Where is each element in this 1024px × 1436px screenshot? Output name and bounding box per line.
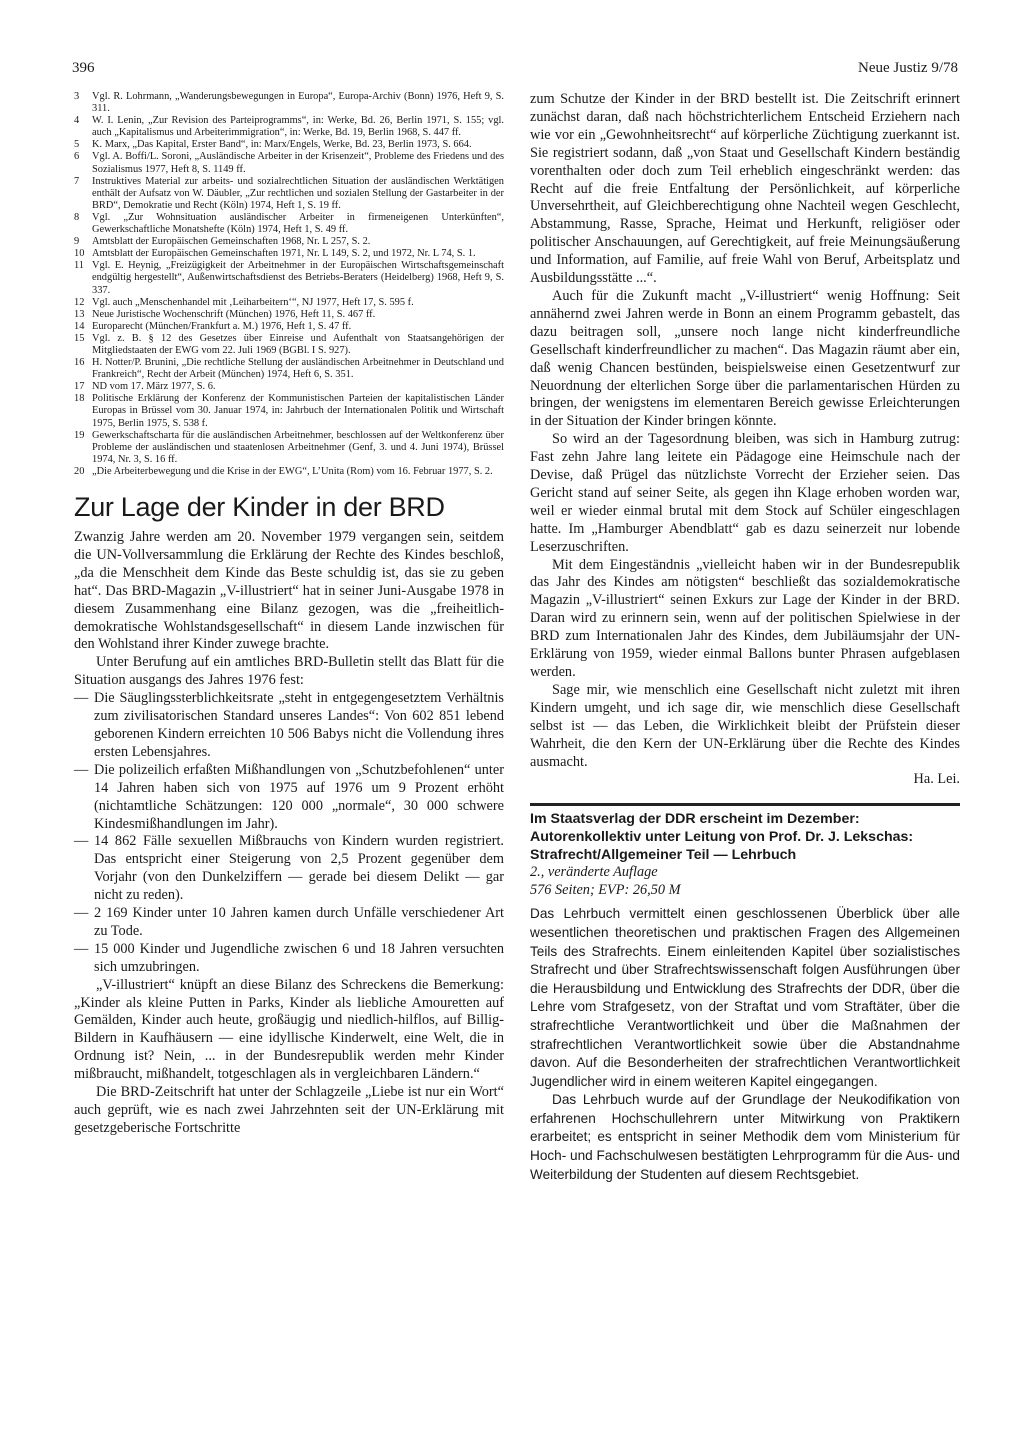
author-signature: Ha. Lei. — [913, 771, 960, 788]
dash-text: 14 862 Fälle sexuellen Mißbrauchs von Kindern wurden registriert. Das entspricht einer Steigerung von 2,5 Prozent gegenüber dem Vorjahr (von den Dunkelziffern — gerade bei diesem Delikt — gar nicht zu reden). — [94, 833, 504, 904]
footnote-number: 15 — [74, 332, 85, 344]
dash-marker: — — [74, 905, 89, 922]
journal-issue: Neue Justiz 9/78 — [858, 60, 958, 76]
paragraph: Die BRD-Zeitschrift hat unter der Schlagzeile „Liebe ist nur ein Wort“ auch geprüft, wie es nach zwei Jahrzehnten seit der UN-Erklärung mit gesetzgeberische Fortschritte — [74, 1084, 504, 1136]
dash-marker: — — [74, 761, 89, 778]
dash-item — [74, 833, 504, 905]
footnote-text: W. I. Lenin, „Zur Revision des Parteiprogramms“, in: Werke, Bd. 26, Berlin 1971, S. 155; vgl. auch „Kapitalismus und Arbeiterimmigration“, in: Werke, Bd. 19, Berlin 1968, S. 447 ff. — [92, 115, 504, 139]
article-body-left — [74, 529, 504, 1138]
footnote-text: Vgl. R. Lohrmann, „Wanderungsbewegungen in Europa“, Europa-Archiv (Bonn) 1976, Heft 9, S. 311. — [92, 91, 504, 115]
article-title: Zur Lage der Kinder in der BRD — [74, 492, 445, 522]
footnote-text: H. Notter/P. Brunini, „Die rechtliche Stellung der ausländischen Arbeitnehmer in Deutschland und Frankreich“, Recht der Arbeit (München) 1974, Heft 6, S. 351. — [92, 357, 504, 381]
footnote-number: 4 — [74, 115, 80, 127]
dash-text: Die polizeilich erfaßten Mißhandlungen von „Schutzbefohlenen“ unter 14 Jahren haben sich von 1975 auf 1976 um 9 Prozent erhöht (nichtamtliche Schätzungen: 120 000 „normale“, 30 000 schwere Kindesmißhandlungen im Jahr). — [94, 761, 504, 832]
footnote-text: Gewerkschaftscharta für die ausländischen Arbeitnehmer, beschlossen auf der Weltkonferenz über Probleme der ausländischen und staatenlosen Arbeitnehmer (Genf, 3. und 4. Juni 1974), Brüssel 1974, Nr. 3, S. 16 ff. — [92, 429, 504, 465]
footnote — [74, 236, 504, 248]
book-announcement — [530, 803, 960, 1184]
footnote — [74, 430, 504, 466]
paragraph: Das Lehrbuch wurde auf der Grundlage der Neukodifikation von erfahrenen Hochschullehrern unter Mitwirkung von Praktikern erarbeitet; es entspricht in seiner Methodik dem vom Ministerium für Hoch- und Fachschulwesen bestätigten Lehrprogramm für die Aus- und Weiterbildung der Studenten auf diesem Rechtsgebiet. — [530, 1092, 960, 1182]
footnote — [74, 248, 504, 260]
footnote — [74, 151, 504, 175]
paragraph: Sage mir, wie menschlich eine Gesellschaft nicht zuletzt mit ihren Kindern umgeht, und ich sage dir, wie menschlich diese Gesellschaft selbst ist — das Leben, die Wirklichkeit bleibt der Prüfstein dieser Wahrheit, die den Kern der UN-Erklärung über die Rechte des Kindes ausmacht. — [530, 681, 960, 770]
paragraph: Das Lehrbuch vermittelt einen geschlossenen Überblick über alle wesentlichen theoretischen und praktischen Fragen des Allgemeinen Teils des Strafrechts. Einem einleitenden Kapitel über sozialistisches Strafrecht und über Strafrechtswissenschaft folgen Ausführungen über die Herausbildung und Entwicklung des Strafrechts der DDR, über die Lehre vom Strafgesetz, von der Straftat und vom Straftäter, über die strafrechtliche Verantwortlichkeit und über die Maßnahmen der strafrechtlichen Verantwortlichkeit sowie über die Abstandnahme davon. Auf die Besonderheiten der strafrechtlichen Verantwortlichkeit Jugendlicher wird in einem weiteren Kapitel eingegangen. — [530, 906, 960, 1089]
footnote-number: 20 — [74, 465, 85, 477]
footnote-number: 3 — [74, 91, 80, 102]
announcement-body — [530, 905, 960, 1184]
footnote-text: Vgl. E. Heynig, „Freizügigkeit der Arbeitnehmer in der Europäischen Wirtschaftsgemeinschaft endgültig hergestellt“, Außenwirtschaftsdienst des Betriebs-Beraters (Heidelberg) 1968, Heft 9, S. 337. — [92, 260, 504, 296]
paragraph: zum Schutze der Kinder in der BRD bestellt ist. Die Zeitschrift erinnert zunächst daran, daß nach höchstrichterlichem Entscheid Erziehern nach wie vor ein „Gewohnheitsrecht“ auf körperliche Züchtigung zuerkannt ist. Sie registriert sodann, daß „von Staat und Gesellschaft Kindern beständig vorenthalten oder doch zum Teil erheblich eingeschränkt werden: das Recht auf die freie Entfaltung der Persönlichkeit, auf körperliche Unversehrtheit, auf Gleichberechtigung ohne Nachteil wegen Geschlecht, Abstammung, Rasse, Sprache, Heimat und Herkunft, religiöser oder politischer Anschauungen, auf Gerechtigkeit, auf freie Meinungsäußerung und Information, auf Familie, auf freie Wahl von Beruf, Arbeitsplatz und Ausbildungsstätte ...“. — [530, 91, 960, 287]
paragraph: Unter Berufung auf ein amtliches BRD-Bulletin stellt das Blatt für die Situation ausgangs des Jahres 1976 fest: — [74, 654, 504, 689]
left-column — [74, 91, 504, 1138]
footnote — [74, 393, 504, 429]
footnote — [74, 321, 504, 333]
footnote-text: K. Marx, „Das Kapital, Erster Band“, in: Marx/Engels, Werke, Bd. 23, Berlin 1973, S. 664. — [92, 139, 472, 151]
dash-marker: — — [74, 833, 89, 850]
page-header — [72, 60, 958, 80]
pricing-info: 576 Seiten; EVP: 26,50 M — [530, 881, 681, 898]
footnote-number: 11 — [74, 260, 85, 272]
footnote — [74, 381, 504, 393]
footnote-text: Amtsblatt der Europäischen Gemeinschaften 1971, Nr. L 149, S. 2, und 1972, Nr. L 74, S. 1. — [92, 248, 476, 260]
footnote-number: 6 — [74, 151, 80, 163]
footnote-number: 9 — [74, 236, 80, 248]
footnote — [74, 260, 504, 296]
dash-marker: — — [74, 690, 89, 707]
footnotes — [74, 91, 504, 478]
footnote — [74, 466, 504, 478]
paragraph: Mit dem Eingeständnis „vielleicht haben wir in der Bundesrepublik das Jahr des Kindes am nötigsten“ beschließt das sozialdemokratische Magazin „V-illustriert“ seinen Exkurs zur Lage der Kinder in der BRD. Daran wird zu erinnern sein, wenn auf der politischen Spielwiese in der BRD zum Internationalen Jahr des Kindes, dem Jubiläumsjahr der UN-Erklärung von 1959, wieder einmal Ballons bunter Phrasen aufgeblasen werden. — [530, 556, 960, 680]
footnote — [74, 297, 504, 309]
right-column — [530, 91, 960, 1184]
footnote-text: Amtsblatt der Europäischen Gemeinschaften 1968, Nr. L 257, S. 2. — [92, 236, 371, 248]
footnote-number: 7 — [74, 175, 80, 187]
footnote-text: Europarecht (München/Frankfurt a. M.) 1976, Heft 1, S. 47 ff. — [92, 320, 352, 332]
paragraph: Auch für die Zukunft macht „V-illustriert“ wenig Hoffnung: Seit annähernd zwei Jahren werde in Bonn an einem Programm gebastelt, das dazu beitragen soll, „unsere noch lange nicht kinderfreundliche Gesellschaft kinderfreundlicher zu machen“. Das Magazin räumt aber ein, daß wenig Chancen bestünden, beispielsweise einen Gesetzentwurf zur Neuordnung der elterlichen Sorge über die parlamentarischen Hürden zu bringen, der wenigstens im elementaren Bereich gewisse Erleichterungen in der Situation der Kinder bringen könnte. — [530, 287, 960, 430]
announcement-headline: Im Staatsverlag der DDR erscheint im Dezember: — [530, 811, 860, 828]
paragraph: Zwanzig Jahre werden am 20. November 1979 vergangen sein, seitdem die UN-Vollversammlung die Erklärung der Rechte des Kindes beschloß, „da die Menschheit dem Kinde das Beste schuldig ist, das sie zu geben hat“. Das BRD-Magazin „V-illustriert“ hat in seiner Juni-Ausgabe 1978 in diesem Zusammenhang eine Bilanz gezogen, was die „freiheitlich-demokratische Wohlstandsgesellschaft“ in diesem Lande inzwischen für den Wohlstand ihrer Kinder zuwege brachte. — [74, 529, 504, 653]
dash-text: Die Säuglingssterblichkeitsrate „steht in entgegengesetztem Verhältnis zum zivilisatorischen Standard unseres Landes“: Von 602 851 lebend geborenen Kindern erreichten 10 506 Babys nicht die Vollendung ihres ersten Lebensjahres. — [94, 690, 504, 760]
dash-text: 2 169 Kinder unter 10 Jahren kamen durch Unfälle verschiedener Art zu Tode. — [94, 905, 504, 939]
footnote-number: 14 — [74, 320, 85, 332]
footnote-number: 18 — [74, 393, 85, 405]
footnote-number: 12 — [74, 296, 85, 308]
footnote-text: ND vom 17. März 1977, S. 6. — [92, 381, 216, 393]
footnote-text: Vgl. A. Boffi/L. Soroni, „Ausländische Arbeiter in der Krisenzeit“, Probleme des Friedens und des Sozialismus 1977, Heft 8, S. 1149 ff. — [92, 151, 504, 175]
footnote-number: 10 — [74, 248, 85, 260]
paragraph: „V-illustriert“ knüpft an diese Bilanz des Schreckens die Bemerkung: „Kinder als kleine Putten in Parks, Kinder als liebliche Amouretten auf Gemälden, Kinder auch heute, großäugig und niedlich-hilflos, auf Billig-Bildern in Kaufhäusern — eine idyllische Kinderwelt, eine Welt, die in Ordnung ist? Nein, ... in der Bundesrepublik werden mehr Kinder mißbraucht, mißhandelt, totgeschlagen als in vergleichbaren Ländern.“ — [74, 976, 504, 1083]
footnote — [74, 91, 504, 115]
footnote — [74, 115, 504, 139]
footnote — [74, 333, 504, 357]
footnote-text: Neue Juristische Wochenschrift (München) 1976, Heft 11, S. 467 ff. — [92, 308, 376, 320]
footnote — [74, 212, 504, 236]
footnote-number: 16 — [74, 357, 85, 369]
footnote-text: Politische Erklärung der Konferenz der Kommunistischen Parteien der kapitalistischen Länder Europas in Brüssel vom 30. Januar 1974, in: Jahrbuch der Internationalen Politik und Wirtschaft 1975, Berlin 1975, S. 538 f. — [92, 393, 504, 429]
footnote-text: Instruktives Material zur arbeits- und sozialrechtlichen Situation der ausländischen Werktätigen enthält der Aufsatz von W. Däubler, „Zur rechtlichen und sozialen Stellung der Gastarbeiter in der BRD“, Demokratie und Recht (Köln) 1974, Heft 1, S. 19 ff. — [92, 175, 504, 211]
paragraph: So wird an der Tagesordnung bleiben, was sich in Hamburg zutrug: Fast zehn Jahre lang leitete ein Pädagoge eine Heimschule nach der Devise, daß Prügel das nützlichste Vorrecht der Erzieher seien. Das Gericht stand auf seiner Seite, als gegen ihn Klage erhoben worden war, weil er wieder einmal brutal mit dem Stock auf Schüler eingeschlagen hatte. Im „Hamburger Abendblatt“ gab es dazu seinerzeit nur lobende Leserzuschriften. — [530, 431, 960, 555]
dash-marker: — — [74, 940, 89, 957]
dash-text: 15 000 Kinder und Jugendliche zwischen 6 und 18 Jahren versuchten sich umzubringen. — [94, 940, 504, 975]
footnote-number: 5 — [74, 139, 80, 151]
footnote-number: 17 — [74, 381, 85, 393]
footnote — [74, 357, 504, 381]
dash-item — [74, 941, 504, 977]
dash-item — [74, 905, 504, 941]
page-number: 396 — [72, 60, 95, 76]
dash-list — [74, 690, 504, 977]
dash-item — [74, 762, 504, 834]
footnote — [74, 176, 504, 212]
edition-info: 2., veränderte Auflage — [530, 864, 658, 881]
footnote-text: Vgl. z. B. § 12 des Gesetzes über Einreise und Aufenthalt von Staatsangehörigen der Mitgliedstaaten der EWG vom 22. Juli 1969 (BGBl. I S. 927). — [92, 332, 504, 356]
footnote-text: Vgl. auch „Menschenhandel mit ‚Leiharbeitern‘“, NJ 1977, Heft 17, S. 595 f. — [92, 296, 414, 308]
footnote — [74, 139, 504, 151]
footnote-number: 19 — [74, 429, 85, 441]
article-body-right — [530, 91, 960, 789]
footnote-text: Vgl. „Zur Wohnsituation ausländischer Arbeiter in firmeneigenen Unterkünften“, Gewerkschaftliche Monatshefte (Köln) 1974, Heft 1, S. 49 ff. — [92, 211, 504, 236]
footnote-number: 8 — [74, 211, 80, 223]
dash-item — [74, 690, 504, 762]
footnote-number: 13 — [74, 308, 85, 320]
footnote — [74, 309, 504, 321]
announcement-subhead: Autorenkollektiv unter Leitung von Prof. Dr. J. Lekschas: Strafrecht/Allgemeiner Teil — Lehrbuch — [530, 829, 914, 864]
footnote-text: „Die Arbeiterbewegung und die Krise in der EWG“, L’Unita (Rom) vom 16. Februar 1977, S. 2. — [92, 465, 493, 477]
